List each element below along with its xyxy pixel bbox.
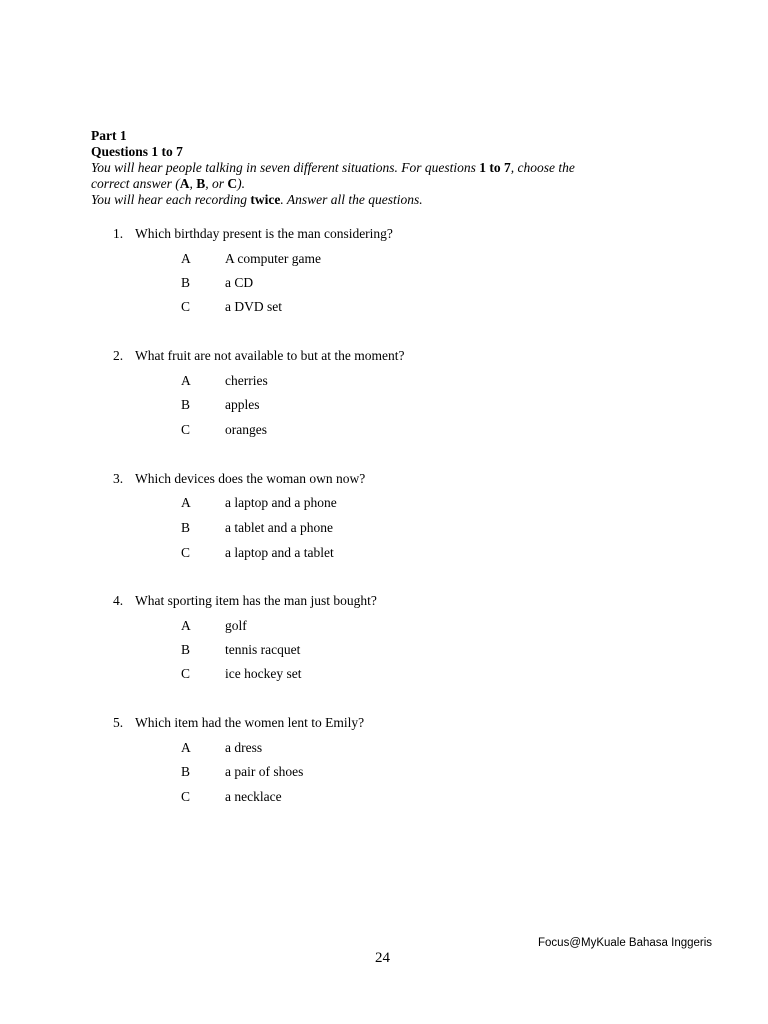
instructions-bold: C <box>227 176 238 191</box>
instructions-text: ). <box>237 176 246 191</box>
instructions-bold: A <box>179 176 190 191</box>
option-letter: C <box>181 299 191 314</box>
option-letter: C <box>181 545 191 560</box>
question-stem <box>113 592 673 610</box>
option-text: a DVD set <box>225 299 282 314</box>
option-letter: A <box>181 618 191 633</box>
option-text: ice hockey set <box>225 666 302 681</box>
question-stem <box>113 470 673 488</box>
option-letter: B <box>181 764 191 779</box>
instructions-text: , <box>189 176 197 191</box>
instructions-bold: B <box>196 176 206 191</box>
option-text: tennis racquet <box>225 642 301 657</box>
question-number: 4. <box>113 593 124 608</box>
option-letter: B <box>181 397 191 412</box>
question-number: 3. <box>113 471 124 486</box>
section-title: Questions 1 to 7 <box>91 144 183 159</box>
option-text: a laptop and a phone <box>225 495 337 510</box>
option-letter: C <box>181 666 191 681</box>
question-text: What sporting item has the man just bought? <box>135 593 377 608</box>
question-text: What fruit are not available to but at the moment? <box>135 348 405 363</box>
question-5 <box>113 714 673 804</box>
option-text: golf <box>225 618 247 633</box>
option-text: a dress <box>225 740 263 755</box>
option-text: A computer game <box>225 251 321 266</box>
instructions-text: , or <box>205 176 228 191</box>
instructions-text: You will hear people talking in seven different situations. For questions <box>91 160 480 175</box>
option-text: a pair of shoes <box>225 764 304 779</box>
option-text: a CD <box>225 275 254 290</box>
option-text: a necklace <box>225 789 282 804</box>
footer-credit: Focus@MyKuale Bahasa Inggeris <box>538 937 713 949</box>
question-stem <box>113 714 673 732</box>
option-text: a tablet and a phone <box>225 520 333 535</box>
question-number: 1. <box>113 226 124 241</box>
option-text: apples <box>225 397 260 412</box>
option-letter: A <box>181 740 191 755</box>
option-letter: B <box>181 275 191 290</box>
option-letter: A <box>181 251 191 266</box>
instructions-line-3 <box>91 192 691 208</box>
instructions-text: You will hear each recording <box>91 192 251 207</box>
instructions-text: . Answer all the questions. <box>280 192 423 207</box>
option-letter: C <box>181 422 191 437</box>
instructions-bold: twice <box>250 192 281 207</box>
instructions-text: correct answer ( <box>91 176 180 191</box>
instructions-bold: 1 to 7 <box>479 160 511 175</box>
instructions-line-2 <box>91 176 691 192</box>
option-letter: A <box>181 495 191 510</box>
option-letter: A <box>181 373 191 388</box>
question-2 <box>113 347 673 437</box>
option-text: cherries <box>225 373 268 388</box>
question-text: Which devices does the woman own now? <box>135 471 366 486</box>
question-1 <box>113 225 673 314</box>
option-letter: B <box>181 520 191 535</box>
option-letter: B <box>181 642 191 657</box>
option-letter: C <box>181 789 191 804</box>
question-number: 2. <box>113 348 124 363</box>
option-text: oranges <box>225 422 267 437</box>
question-stem <box>113 347 673 365</box>
instructions <box>91 160 691 208</box>
instructions-text: , choose the <box>510 160 575 175</box>
question-3 <box>113 470 673 560</box>
question-4 <box>113 592 673 681</box>
instructions-line-1 <box>91 160 691 176</box>
question-text: Which item had the women lent to Emily? <box>135 715 365 730</box>
question-number: 5. <box>113 715 124 730</box>
question-text: Which birthday present is the man considering? <box>135 226 393 241</box>
option-text: a laptop and a tablet <box>225 545 334 560</box>
question-stem <box>113 225 673 243</box>
page-number: 24 <box>375 950 390 966</box>
part-header <box>91 128 691 208</box>
part-title: Part 1 <box>91 128 127 143</box>
